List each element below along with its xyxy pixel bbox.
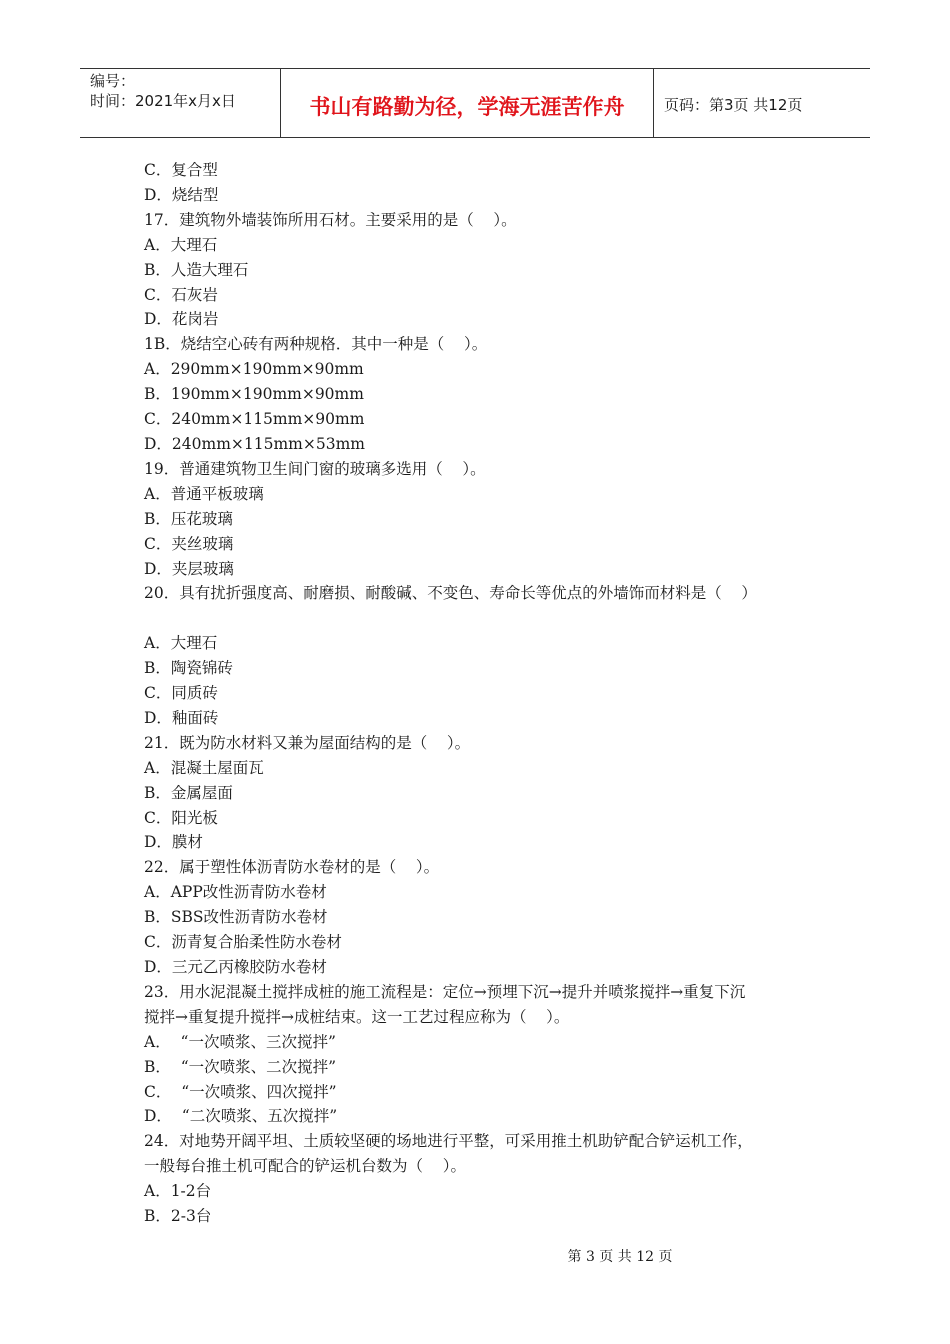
text-line: 24．对地势开阔平坦、土质较坚硬的场地进行平整，可采用推土机助铲配合铲运机工作， <box>144 1132 753 1151</box>
text-line: A．大理石 <box>144 634 218 653</box>
text-line: C．夹丝玻璃 <box>144 534 234 553</box>
text-line: D．三元乙丙橡胶防水卷材 <box>144 957 327 976</box>
text-line: B．陶瓷锦砖 <box>144 659 233 678</box>
text-line: C．同质砖 <box>144 684 218 703</box>
text-line: D．烧结型 <box>144 185 219 204</box>
header-motto: 书山有路勤为径，学海无涯苦作舟 <box>281 69 654 137</box>
document-body <box>144 158 824 1229</box>
text-line: B．人造大理石 <box>144 260 249 279</box>
text-line: C．阳光板 <box>144 808 218 827</box>
text-line: B．190mm×190mm×90mm <box>144 385 364 404</box>
text-line: B．金属屋面 <box>144 783 233 802</box>
header-page-info: 页码：第3页 共12页 <box>664 95 803 114</box>
text-line <box>144 606 824 631</box>
number-label: 编号： <box>90 72 136 90</box>
text-line: D． “二次喷浆、五次搅拌” <box>144 1107 338 1126</box>
text-line: D．釉面砖 <box>144 708 219 727</box>
text-line: 22．属于塑性体沥青防水卷材的是（ ）。 <box>144 858 440 877</box>
text-line: A．普通平板玻璃 <box>144 484 264 503</box>
text-line: 20．具有扰折强度高、耐磨损、耐酸碱、不变色、寿命长等优点的外墙饰而材料是（ ） <box>144 584 757 603</box>
text-line: B． “一次喷浆、二次搅拌” <box>144 1057 337 1076</box>
text-line: D．花岗岩 <box>144 310 219 329</box>
text-line: D．夹层玻璃 <box>144 559 234 578</box>
text-line: B．压花玻璃 <box>144 509 233 528</box>
text-line: D．膜材 <box>144 833 203 852</box>
text-line: C．石灰岩 <box>144 285 218 304</box>
text-line: D．240mm×115mm×53mm <box>144 434 365 453</box>
text-line: 一般每台推土机可配合的铲运机台数为（ ）。 <box>144 1157 466 1176</box>
text-line: 23．用水泥混凝土搅拌成桩的施工流程是：定位→预埋下沉→提升并喷浆搅拌→重复下沉 <box>144 982 746 1001</box>
text-line: 19．普通建筑物卫生间门窗的玻璃多选用（ ）。 <box>144 459 486 478</box>
text-line: C． “一次喷浆、四次搅拌” <box>144 1082 337 1101</box>
text-line: 1B．烧结空心砖有两种规格．其中一种是（ ）。 <box>144 335 488 354</box>
text-line: 17．建筑物外墙装饰所用石材。主要采用的是（ ）。 <box>144 210 517 229</box>
text-line: C．240mm×115mm×90mm <box>144 410 365 429</box>
page-footer: 第 3 页 共 12 页 <box>567 1249 673 1265</box>
text-line: 搅拌→重复提升搅拌→成桩结束。这一工艺过程应称为（ ）。 <box>144 1007 570 1026</box>
text-line: A．290mm×190mm×90mm <box>144 360 364 379</box>
page-header <box>80 68 870 138</box>
time-label: 时间：2021年x月x日 <box>90 92 236 110</box>
text-line: B．SBS改性沥青防水卷材 <box>144 908 328 927</box>
text-line: A．混凝土屋面瓦 <box>144 758 264 777</box>
header-meta <box>80 69 281 137</box>
text-line: C．沥青复合胎柔性防水卷材 <box>144 933 342 952</box>
text-line: A．大理石 <box>144 235 218 254</box>
text-line: C．复合型 <box>144 161 218 179</box>
text-line: A．APP改性沥青防水卷材 <box>144 883 327 902</box>
text-line: A． “一次喷浆、三次搅拌” <box>144 1032 336 1051</box>
text-line: B．2-3台 <box>144 1207 212 1226</box>
text-line: A．1-2台 <box>144 1182 212 1201</box>
text-line: 21．既为防水材料又兼为屋面结构的是（ ）。 <box>144 733 471 752</box>
